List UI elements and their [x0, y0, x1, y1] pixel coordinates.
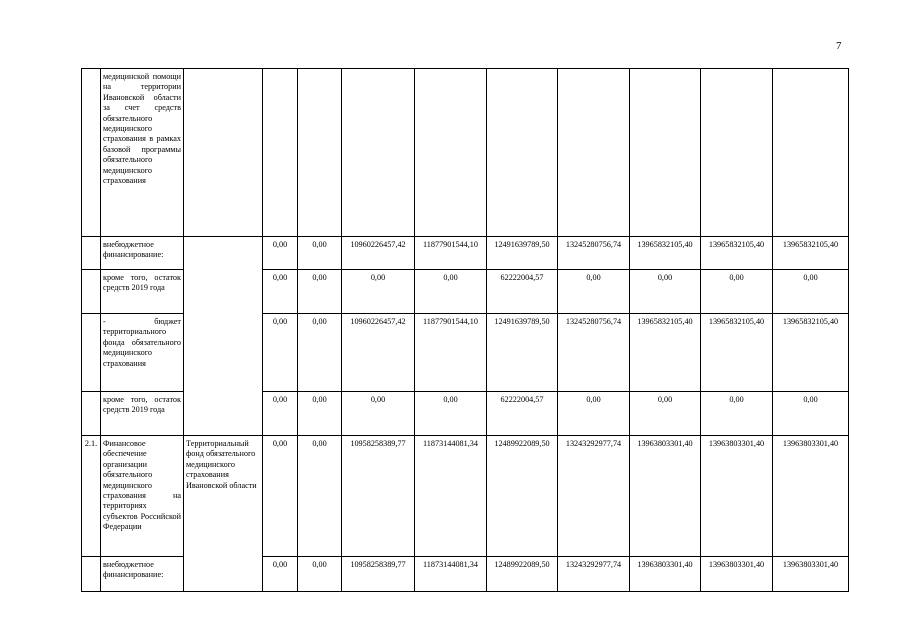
value-cell: 13963803301,40 — [701, 557, 773, 592]
value-cell: 0,00 — [263, 392, 298, 436]
value-cell: 0,00 — [415, 392, 487, 436]
value-cell: 11877901544,10 — [415, 237, 487, 270]
value-cell: 10958258389,77 — [342, 557, 415, 592]
value-cell: 13963803301,40 — [630, 436, 701, 557]
row-name: кроме того, остаток средств 2019 года — [101, 392, 184, 436]
value-cell: 0,00 — [298, 237, 342, 270]
value-cell: 62222004,57 — [487, 270, 558, 314]
value-cell: 13963803301,40 — [701, 436, 773, 557]
value-cell: 13963803301,40 — [773, 436, 849, 557]
table-row — [82, 69, 849, 237]
value-cell: 0,00 — [701, 270, 773, 314]
value-cell: 0,00 — [415, 270, 487, 314]
table-row — [82, 436, 849, 557]
value-cell — [558, 69, 630, 237]
row-name: внебюджетное финансирование: — [101, 237, 184, 270]
row-number: 2.1. — [82, 436, 101, 557]
value-cell: 13965832105,40 — [630, 237, 701, 270]
value-cell: 0,00 — [298, 314, 342, 392]
value-cell: 13243292977,74 — [558, 557, 630, 592]
row-name: медицинской помощи на территории Ивановской области за счет средств обязательного медицинского страхования в рамках базовой программы обязательного медицинского страхования — [101, 69, 184, 237]
financing-table — [81, 68, 849, 592]
value-cell: 0,00 — [558, 270, 630, 314]
value-cell — [701, 69, 773, 237]
row-executor — [184, 237, 263, 436]
value-cell: 13245280756,74 — [558, 237, 630, 270]
value-cell: 0,00 — [342, 392, 415, 436]
row-name: - бюджет территориального фонда обязательного медицинского страхования — [101, 314, 184, 392]
value-cell — [487, 69, 558, 237]
value-cell: 11873144081,34 — [415, 436, 487, 557]
row-name: Финансовое обеспечение организации обязательного медицинского страхования на территориях субъектов Российской Федерации — [101, 436, 184, 557]
value-cell — [263, 69, 298, 237]
value-cell: 12489922089,50 — [487, 557, 558, 592]
value-cell: 11873144081,34 — [415, 557, 487, 592]
value-cell — [298, 69, 342, 237]
value-cell: 0,00 — [773, 270, 849, 314]
value-cell: 0,00 — [263, 557, 298, 592]
value-cell — [415, 69, 487, 237]
value-cell: 0,00 — [298, 436, 342, 557]
table-row — [82, 237, 849, 270]
value-cell: 11877901544,10 — [415, 314, 487, 392]
row-number — [82, 557, 101, 592]
row-number — [82, 392, 101, 436]
value-cell — [630, 69, 701, 237]
value-cell: 13245280756,74 — [558, 314, 630, 392]
row-name: внебюджетное финансирование: — [101, 557, 184, 592]
value-cell: 12491639789,50 — [487, 237, 558, 270]
value-cell: 13965832105,40 — [701, 237, 773, 270]
value-cell: 13965832105,40 — [630, 314, 701, 392]
value-cell: 0,00 — [701, 392, 773, 436]
value-cell: 0,00 — [342, 270, 415, 314]
value-cell: 13963803301,40 — [630, 557, 701, 592]
value-cell: 0,00 — [298, 392, 342, 436]
value-cell: 0,00 — [630, 270, 701, 314]
row-number — [82, 69, 101, 237]
value-cell: 12489922089,50 — [487, 436, 558, 557]
value-cell: 13243292977,74 — [558, 436, 630, 557]
value-cell: 0,00 — [298, 557, 342, 592]
value-cell: 62222004,57 — [487, 392, 558, 436]
value-cell: 0,00 — [263, 270, 298, 314]
value-cell: 0,00 — [263, 314, 298, 392]
value-cell: 13963803301,40 — [773, 557, 849, 592]
row-executor: Территориальный фонд обязательного медицинского страхования Ивановской области — [184, 436, 263, 592]
value-cell: 0,00 — [773, 392, 849, 436]
value-cell: 0,00 — [263, 436, 298, 557]
row-number — [82, 314, 101, 392]
row-name: кроме того, остаток средств 2019 года — [101, 270, 184, 314]
value-cell — [342, 69, 415, 237]
value-cell: 13965832105,40 — [773, 237, 849, 270]
page-number: 7 — [836, 40, 842, 52]
value-cell: 13965832105,40 — [701, 314, 773, 392]
value-cell: 0,00 — [263, 237, 298, 270]
value-cell: 0,00 — [630, 392, 701, 436]
row-executor — [184, 69, 263, 237]
value-cell: 12491639789,50 — [487, 314, 558, 392]
value-cell: 13965832105,40 — [773, 314, 849, 392]
value-cell: 10960226457,42 — [342, 314, 415, 392]
value-cell: 0,00 — [558, 392, 630, 436]
value-cell: 10958258389,77 — [342, 436, 415, 557]
value-cell — [773, 69, 849, 237]
row-number — [82, 237, 101, 270]
row-number — [82, 270, 101, 314]
value-cell: 0,00 — [298, 270, 342, 314]
value-cell: 10960226457,42 — [342, 237, 415, 270]
